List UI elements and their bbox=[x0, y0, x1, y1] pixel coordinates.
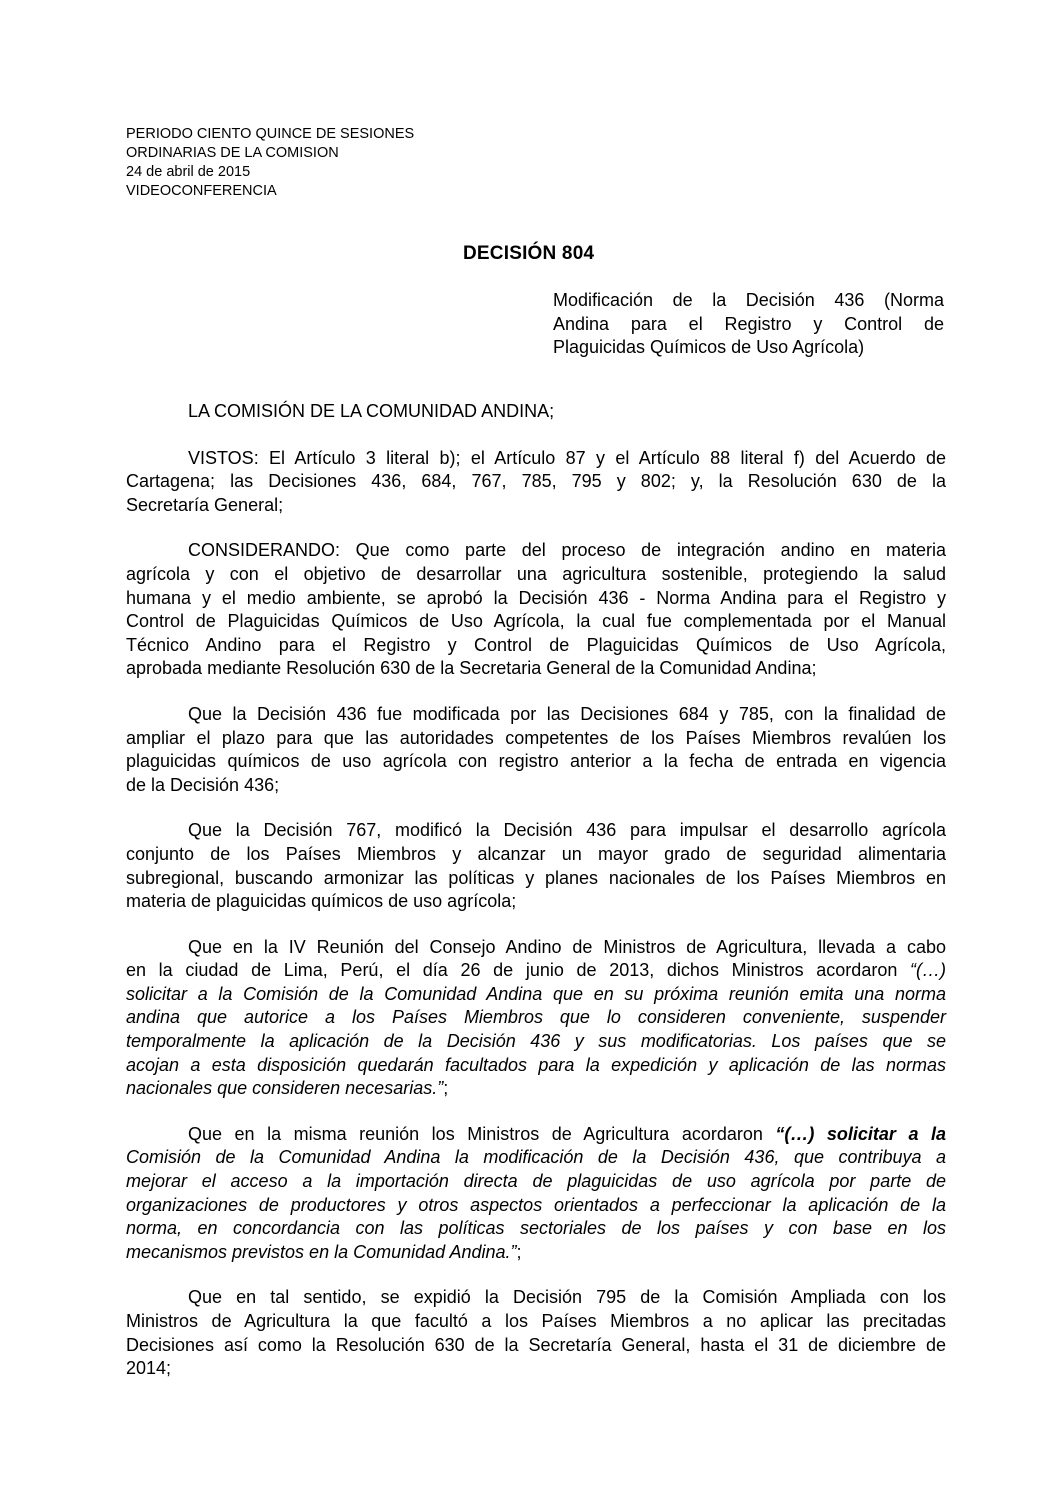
paragraph-line bbox=[126, 1077, 946, 1101]
session-header-line: PERIODO CIENTO QUINCE DE SESIONES bbox=[126, 126, 415, 142]
quoted-line: organizaciones de productores y otros aspectos orientados a perfeccionar la aplicación de la bbox=[126, 1194, 946, 1215]
paragraph-line: 2014; bbox=[126, 1358, 172, 1379]
paragraph-decision-767 bbox=[126, 819, 946, 913]
paragraph-decision-436-modified bbox=[126, 703, 946, 797]
paragraph-line: CONSIDERANDO: Que como parte del proceso de integración andino en materia bbox=[188, 540, 946, 561]
paragraph-line: de la Decisión 436; bbox=[126, 774, 280, 795]
paragraph-line: subregional, buscando armonizar las políticas y planes nacionales de los Países Miembros en bbox=[126, 867, 946, 888]
paragraph-line: Que en la IV Reunión del Consejo Andino de Ministros de Agricultura, llevada a cabo bbox=[188, 936, 946, 957]
paragraph-line: LA COMISIÓN DE LA COMUNIDAD ANDINA; bbox=[188, 401, 555, 421]
paragraph-line: Decisiones así como la Resolución 630 de la Secretaría General, hasta el 31 de diciembre de bbox=[126, 1334, 946, 1355]
paragraph-line: conjunto de los Países Miembros y alcanzar un mayor grado de seguridad alimentaria bbox=[126, 843, 946, 864]
paragraph-vistos bbox=[126, 447, 946, 518]
paragraph-text: Que en la misma reunión los Ministros de Agricultura acordaron bbox=[188, 1123, 776, 1144]
quoted-text: mecanismos previstos en la Comunidad Andina.” bbox=[126, 1241, 517, 1262]
paragraph-line: Control de Plaguicidas Químicos de Uso Agrícola, la cual fue complementada por el Manual bbox=[126, 611, 946, 632]
paragraph-line bbox=[126, 1241, 946, 1265]
paragraph-line: Que la Decisión 767, modificó la Decisión 436 para impulsar el desarrollo agrícola bbox=[188, 820, 946, 841]
paragraph-line: Ministros de Agricultura la que facultó a los Países Miembros a no aplicar las precitadas bbox=[126, 1311, 946, 1331]
quoted-text: nacionales que consideren necesarias.” bbox=[126, 1078, 444, 1099]
paragraph-text: en la ciudad de Lima, Perú, el día 26 de junio de 2013, dichos Ministros acordaron bbox=[126, 960, 911, 981]
subject-line: Andina para el Registro y Control de bbox=[553, 313, 944, 334]
paragraph-line: aprobada mediante Resolución 630 de la Secretaria General de la Comunidad Andina; bbox=[126, 658, 817, 679]
paragraph-line: Que la Decisión 436 fue modificada por las Decisiones 684 y 785, con la finalidad de bbox=[188, 703, 946, 724]
paragraph-line bbox=[126, 959, 946, 983]
paragraph-line: ampliar el plazo para que las autoridades competentes de los Países Miembros revalúen los bbox=[126, 727, 946, 748]
paragraph-line: materia de plaguicidas químicos de uso agrícola; bbox=[126, 891, 517, 912]
paragraph-iv-reunion bbox=[126, 936, 946, 1101]
quoted-line: Comisión de la Comunidad Andina la modificación de la Decisión 436, que contribuya a bbox=[126, 1147, 946, 1168]
subject-line: Plaguicidas Químicos de Uso Agrícola) bbox=[553, 337, 865, 357]
paragraph-text: ; bbox=[443, 1078, 449, 1099]
paragraph-line: Cartagena; las Decisiones 436, 684, 767, 785, 795 y 802; y, la Resolución 630 de la bbox=[126, 471, 946, 492]
paragraph-line: Técnico Andino para el Registro y Control de Plaguicidas Químicos de Uso Agrícola, bbox=[126, 634, 946, 655]
paragraph-line: humana y el medio ambiente, se aprobó la Decisión 436 - Norma Andina para el Registro y bbox=[126, 587, 946, 608]
paragraph-line: agrícola y con el objetivo de desarrollar una agricultura sostenible, protegiendo la salud bbox=[126, 563, 946, 584]
quoted-text: “(…) bbox=[910, 960, 946, 981]
subject-line: Modificación de la Decisión 436 (Norma bbox=[553, 290, 944, 310]
paragraph-decision-795 bbox=[126, 1286, 946, 1380]
decision-subject bbox=[553, 289, 944, 360]
quoted-line: temporalmente la aplicación de la Decisión 436 y sus modificatorias. Los países que se bbox=[126, 1031, 946, 1052]
quoted-line: andina que autorice a los Países Miembros que lo consideren conveniente, suspender bbox=[126, 1007, 946, 1028]
paragraph-line: Que en tal sentido, se expidió la Decisión 795 de la Comisión Ampliada con los bbox=[188, 1287, 946, 1308]
quoted-text: “(…) solicitar a la bbox=[775, 1123, 946, 1144]
quoted-line: acojan a esta disposición quedarán facultados para la expedición y aplicación de las normas bbox=[126, 1054, 946, 1075]
session-date: 24 de abril de 2015 bbox=[126, 164, 251, 180]
session-mode: VIDEOCONFERENCIA bbox=[126, 183, 277, 199]
document-body bbox=[126, 400, 946, 1403]
paragraph-commission bbox=[126, 400, 946, 424]
quoted-line: solicitar a la Comisión de la Comunidad Andina que en su próxima reunión emita una norma bbox=[126, 983, 946, 1004]
paragraph-line: VISTOS: El Artículo 3 literal b); el Artículo 87 y el Artículo 88 literal f) del Acuerdo de bbox=[188, 447, 946, 468]
quoted-line: mejorar el acceso a la importación directa de plaguicidas de uso agrícola por parte de bbox=[126, 1171, 946, 1192]
paragraph-considerando bbox=[126, 539, 946, 681]
quoted-line: norma, en concordancia con las políticas sectoriales de los países y con base en los bbox=[126, 1218, 946, 1239]
paragraph-same-meeting bbox=[126, 1123, 946, 1265]
paragraph-line bbox=[126, 1123, 946, 1147]
session-header-line: ORDINARIAS DE LA COMISION bbox=[126, 145, 339, 161]
paragraph-line: plaguicidas químicos de uso agrícola con registro anterior a la fecha de entrada en vigencia bbox=[126, 751, 946, 772]
decision-title: DECISIÓN 804 bbox=[463, 243, 595, 264]
paragraph-line: Secretaría General; bbox=[126, 494, 284, 515]
session-header bbox=[126, 125, 414, 201]
paragraph-text: ; bbox=[516, 1241, 522, 1262]
